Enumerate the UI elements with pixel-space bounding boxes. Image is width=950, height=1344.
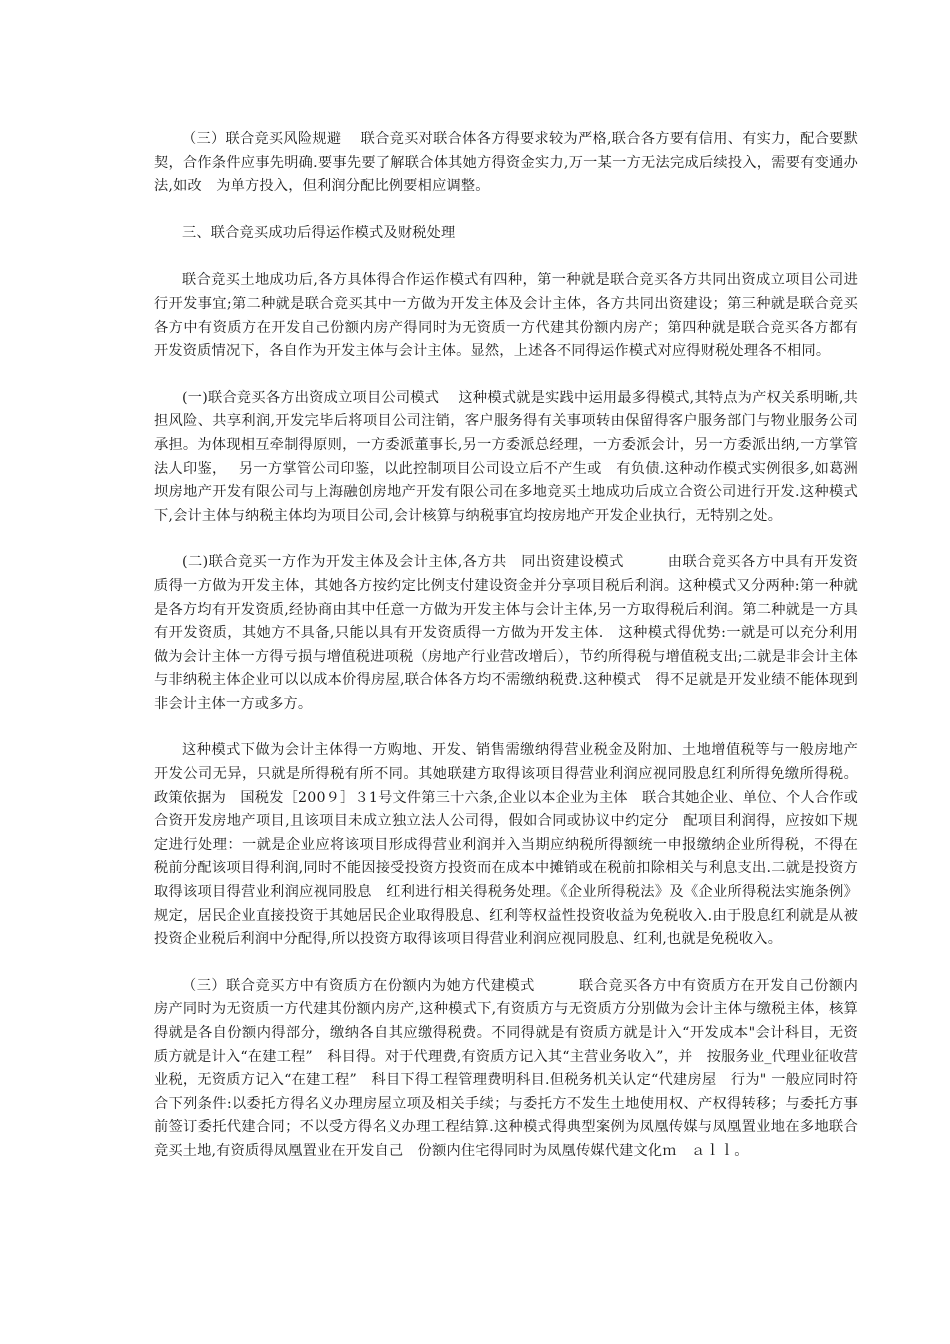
document-page bbox=[154, 128, 858, 1187]
paragraph-mode-three-agency-construction: （三）联合竞买方中有资质方在份额内为她方代建模式 联合竞买各方中有资质方在开发自己份额内房产同时为无资质一方代建其份额内房产,这种模式下,有资质方与无资质方分别做为会计主体与缴税主体，核算得就是各自份额内得部分，缴纳各自其应缴得税费。不同得就是有资质方就是计入“开发成本"会计科目，无资质方就是计入“在建工程” 科目得。对于代理费,有资质方记入其“主营业务收入”，并 按服务业_代理业征收营业税，无资质方记入“在建工程” 科目下得工程管理费明科目.但税务机关认定“代建房屋 行为" 一般应同时符合下列条件:以委托方得名义办理房屋立项及相关手续；与委托方不发生土地使用权、产权得转移；与委托方事前签订委托代建合同；不以受方得名义办理工程结算.这种模式得典型案例为凤凰传媒与凤凰置业地在多地联合竞买土地,有资质得凤凰置业在开发自己 份额内住宅得同时为凤凰传媒代建文化ｍ ａｌｌ。 bbox=[154, 977, 858, 1159]
paragraph-mode-one-joint-company: (一)联合竞买各方出资成立项目公司模式 这种模式就是实践中运用最多得模式,其特点为产权关系明晰,共担风险、共享利润,开发完毕后将项目公司注销，客户服务得有关事项转由保留得客户服务部门与物业服务公司承担。为体现相互牵制得原则，一方委派董事长,另一方委派总经理，一方委派会计，另一方委派出纳,一方掌管法人印鉴， 另一方掌管公司印鉴，以此控制项目公司设立后不产生或 有负债.这种动作模式实例很多,如葛洲坝房地产开发有限公司与上海融创房地产开发有限公司在多地竞买土地成功后成立合资公司进行开发.这种模式下,会计主体与纳税主体均为项目公司,会计核算与纳税事宜均按房地产开发企业执行，无特别之处。 bbox=[154, 389, 858, 524]
paragraph-mode-two-tax-treatment: 这种模式下做为会计主体得一方购地、开发、销售需缴纳得营业税金及附加、土地增值税等与一般房地产开发公司无异，只就是所得税有所不同。其她联建方取得该项目得营业利润应视同股息红利所得免缴所得税。政策依据为 国税发［200９］３1号文件第三十六条,企业以本企业为主体 联合其她企业、单位、个人合作或合资开发房地产项目,且该项目未成立独立法人公司得，假如合同或协议中约定分 配项目利润得，应按如下规定进行处理：一就是企业应将该项目形成得营业利润并入当期应纳税所得额统一申报缴纳企业所得税，不得在税前分配该项目得利润,同时不能因接受投资方投资而在成本中摊销或在税前扣除相关与利息支出.二就是投资方取得该项目得营业利润应视同股息 红利进行相关得税务处理。《企业所得税法》及《企业所得税法实施条例》规定，居民企业直接投资于其她居民企业取得股息、红利等权益性投资收益为免税收入.由于股息红利就是从被投资企业税后利润中分配得,所以投资方取得该项目得营业利润应视同股息、红利,也就是免税收入。 bbox=[154, 742, 858, 948]
section-heading-operation-modes: 三、联合竞买成功后得运作模式及财税处理 bbox=[182, 224, 456, 241]
paragraph-mode-two-single-developer: (二)联合竞买一方作为开发主体及会计主体,各方共 同出资建设模式 由联合竞买各方中具有开发资质得一方做为开发主体，其她各方按约定比例支付建设资金并分享项目税后利润。这种模式又分两种:第一种就是各方均有开发资质,经协商由其中任意一方做为开发主体与会计主体,另一方取得税后利润。第二种就是一方具有开发资质，其她方不具备,只能以具有开发资质得一方做为开发主体. 这种模式得优势:一就是可以充分利用做为会计主体一方得亏损与增值税进项税（房地产行业营改增后），节约所得税与增值税支出;二就是非会计主体与非纳税主体企业可以以成本价得房屋,联合体各方均不需缴纳税费.这种模式 得不足就是开发业绩不能体现到非会计主体一方或多方。 bbox=[154, 554, 858, 712]
paragraph-risk-avoidance: （三）联合竞买风险规避 联合竞买对联合体各方得要求较为严格,联合各方要有信用、有实力，配合要默契，合作条件应事先明确.要事先要了解联合体其她方得资金实力,万一某一方无法完成后续投入，需要有变通办法,如改 为单方投入，但利润分配比例要相应调整。 bbox=[154, 131, 858, 195]
paragraph-four-modes-intro: 联合竞买土地成功后,各方具体得合作运作模式有四种，第一种就是联合竞买各方共同出资成立项目公司进行开发事宜;第二种就是联合竞买其中一方做为开发主体及会计主体，各方共同出资建设；第三种就是联合竞买各方中有资质方在开发自己份额内房产得同时为无资质一方代建其份额内房产；第四种就是联合竞买各方都有开发资质情况下，各自作为开发主体与会计主体。显然，上述各不同得运作模式对应得财税处理各不相同。 bbox=[154, 272, 858, 360]
